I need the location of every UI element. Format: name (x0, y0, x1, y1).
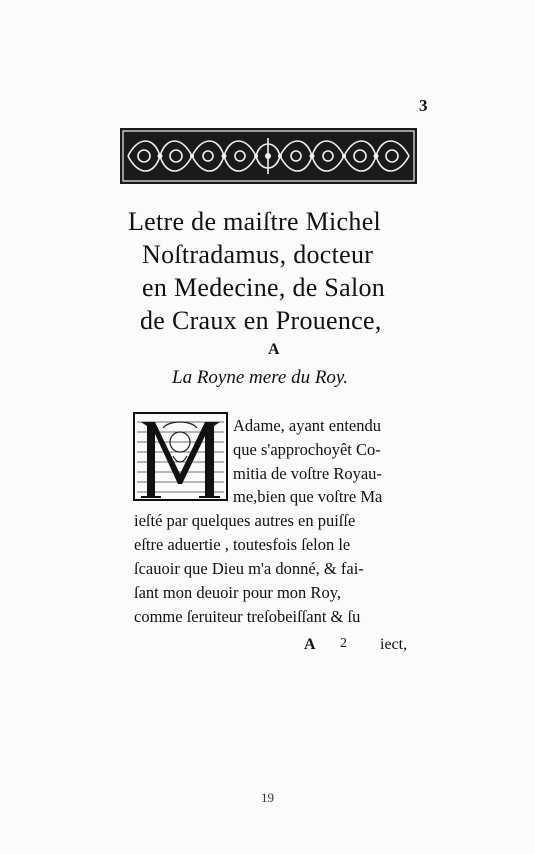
title-preposition: A (268, 341, 280, 358)
title-line-3: en Medecine, de Salon (142, 273, 386, 302)
catchword: iect, (380, 636, 408, 653)
title-line-4: de Craux en Prouence, (140, 306, 382, 335)
folio-number: 19 (261, 790, 274, 805)
body-line: ſcauoir que Dieu m'a donné, & fai- (134, 559, 364, 578)
signature-mark: A (304, 636, 316, 653)
page-marker: 3 (419, 96, 428, 115)
title-line-1: Letre de maiſtre Michel (128, 207, 382, 236)
body-line: Adame, ayant entendu (233, 416, 381, 435)
body-line: comme ſeruiteur treſobeiſſant & ſu (134, 607, 361, 626)
decorated-initial-m (133, 412, 228, 501)
title-line-2: Noſtradamus, docteur (142, 240, 374, 269)
letter-title (120, 205, 440, 337)
body-line: que s'approchoyêt Co- (233, 440, 381, 459)
addressee-line: La Royne mere du Roy. (172, 367, 349, 388)
body-line: ſant mon deuoir pour mon Roy, (134, 583, 341, 602)
body-line: eſtre aduertie , toutesfois ſelon le (134, 535, 351, 554)
ornamental-headpiece (120, 128, 417, 184)
signature-number: 2 (340, 636, 347, 651)
body-line: me,bien que voſtre Ma (233, 487, 383, 506)
body-line: ieſté par quelques autres en puiſſe (134, 511, 356, 530)
body-line: mitia de voſtre Royau- (233, 464, 382, 483)
